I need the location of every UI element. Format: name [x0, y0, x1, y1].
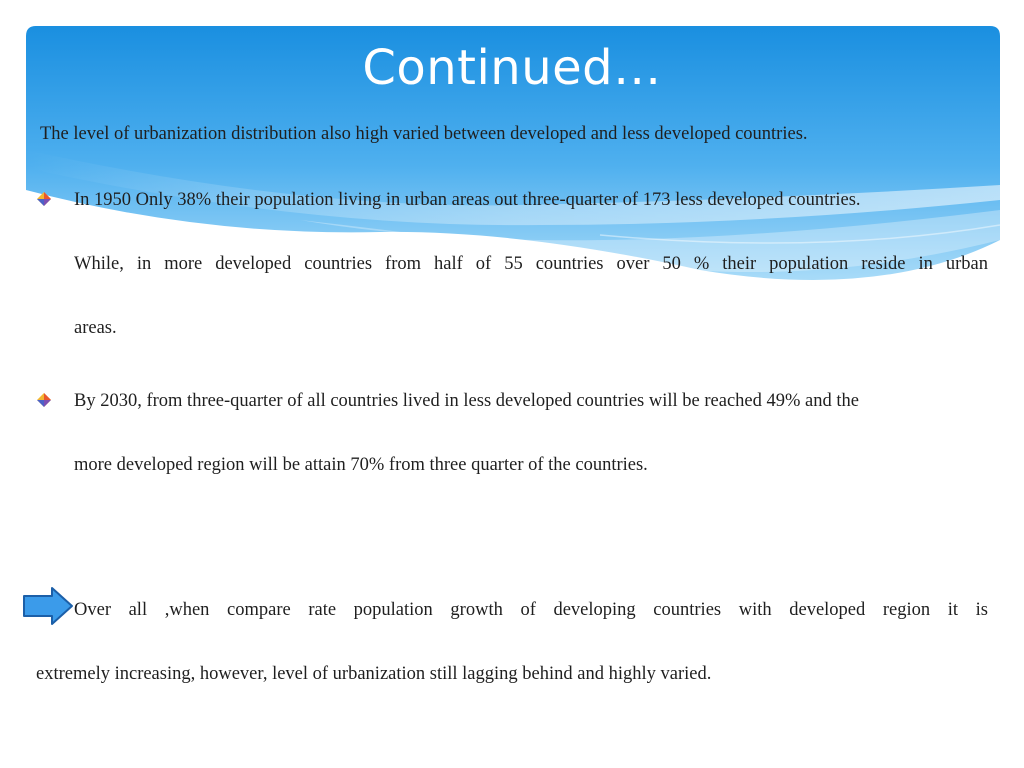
bullet2-line2: more developed region will be attain 70% from three quarter of the countries. — [74, 455, 648, 475]
bullet1-line1: In 1950 Only 38% their population living in urban areas out three-quarter of 173 less developed countries. — [74, 190, 861, 210]
slide-title: Continued… — [362, 40, 662, 96]
conclusion-line2: extremely increasing, however, level of urbanization still lagging behind and highly varied. — [36, 664, 712, 684]
bullet1-line2: While, in more developed countries from half of 55 countries over 50 % their population reside in urban — [74, 254, 988, 274]
diamond-bullet-icon — [35, 391, 53, 409]
bullet1-line3: areas. — [74, 318, 117, 338]
conclusion-line1: Over all ,when compare rate population growth of developing countries with developed region it is — [74, 600, 988, 620]
right-arrow-icon — [22, 586, 74, 626]
bullet2-line1: By 2030, from three-quarter of all countries lived in less developed countries will be reached 49% and the — [74, 391, 859, 411]
intro-text: The level of urbanization distribution also high varied between developed and less developed countries. — [40, 124, 808, 144]
diamond-bullet-icon — [35, 190, 53, 208]
